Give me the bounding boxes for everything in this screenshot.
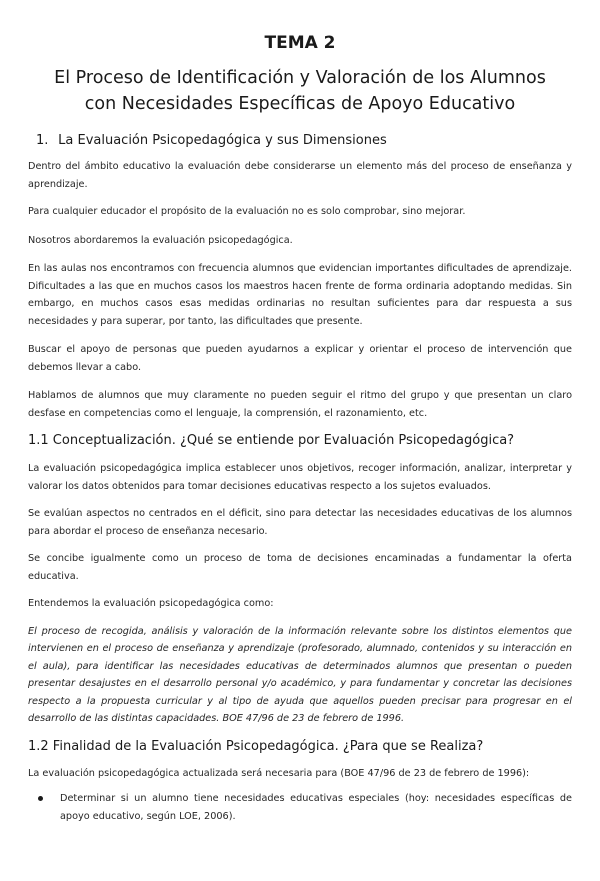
paragraph: Se evalúan aspectos no centrados en el déficit, sino para detectar las necesidades educativas de los alumnos para abordar el proceso de enseñanza necesario. (28, 508, 572, 537)
paragraph: Hablamos de alumnos que muy claramente no pueden seguir el ritmo del grupo y que presentan un claro desfase en competencias como el lenguaje, la comprensión, el razonamiento, etc. (28, 390, 572, 419)
paragraph: La evaluación psicopedagógica implica establecer unos objetivos, recoger información, analizar, interpretar y valorar los datos obtenidos para tomar decisiones educativas respecto a los sujetos evaluados. (28, 463, 572, 492)
paragraph: Buscar el apoyo de personas que pueden ayudarnos a explicar y orientar el proceso de intervención que debemos llevar a cabo. (28, 344, 572, 373)
section-1-1-heading: 1.1 Conceptualización. ¿Qué se entiende por Evaluación Psicopedagógica? (28, 433, 515, 448)
paragraph: Dentro del ámbito educativo la evaluación debe considerarse un elemento más del proceso de enseñanza y aprendizaje. (28, 161, 572, 190)
document-title: TEMA 2 (264, 33, 336, 53)
paragraph: Para cualquier educador el propósito de la evaluación no es solo comprobar, sino mejorar. (28, 206, 466, 217)
section-1-2-heading: 1.2 Finalidad de la Evaluación Psicopedagógica. ¿Para que se Realiza? (28, 738, 484, 754)
subtitle-line-2: con Necesidades Específicas de Apoyo Educativo (84, 94, 516, 114)
section-1-title: La Evaluación Psicopedagógica y sus Dimensiones (58, 133, 387, 148)
paragraph: En las aulas nos encontramos con frecuencia alumnos que evidencian importantes dificultades de aprendizaje. Dificultades a las que en muchos casos los maestros hacen frente de forma ordinaria adoptando medidas. Sin embargo, en muchos casos esas medidas ordinarias no resultan suficientes para dar respuesta a sus necesidades y para superar, por tanto, las dificultades que presente. (28, 263, 572, 327)
definition-quote: El proceso de recogida, análisis y valoración de la información relevante sobre los distintos elementos que intervienen en el proceso de enseñanza y aprendizaje (profesorado, alumnado, contenidos y su interacción en el aula), para identificar las necesidades educativas de determinados alumnos que presentan o pueden presentar desajustes en el desarrollo personal y/o académico, y para fundamentar y concretar las decisiones respecto a la propuesta curricular y al tipo de ayuda que aquellos pueden precisar para progresar en el desarrollo de las distintas capacidades. BOE 47/96 de 23 de febrero de 1996. (28, 625, 572, 724)
bullet-icon (38, 796, 43, 801)
bullet-list (28, 790, 572, 825)
document-subtitle (28, 65, 572, 117)
paragraph: La evaluación psicopedagógica actualizada será necesaria para (BOE 47/96 de 23 de febrero de 1996): (28, 767, 530, 779)
paragraph: Nosotros abordaremos la evaluación psicopedagógica. (28, 234, 293, 246)
paragraph: Entendemos la evaluación psicopedagógica como: (28, 598, 274, 609)
list-item-text: Determinar si un alumno tiene necesidades educativas especiales (hoy: necesidades específicas de apoyo educativo, según LOE, 2006). (60, 793, 572, 822)
section-1-heading (36, 132, 572, 150)
subtitle-line-1: El Proceso de Identificación y Valoración de los Alumnos (54, 68, 546, 88)
paragraph: Se concibe igualmente como un proceso de toma de decisiones encaminadas a fundamentar la oferta educativa. (28, 553, 572, 582)
section-1-number: 1. (36, 133, 49, 148)
document-page (0, 33, 600, 825)
list-item (38, 790, 572, 825)
